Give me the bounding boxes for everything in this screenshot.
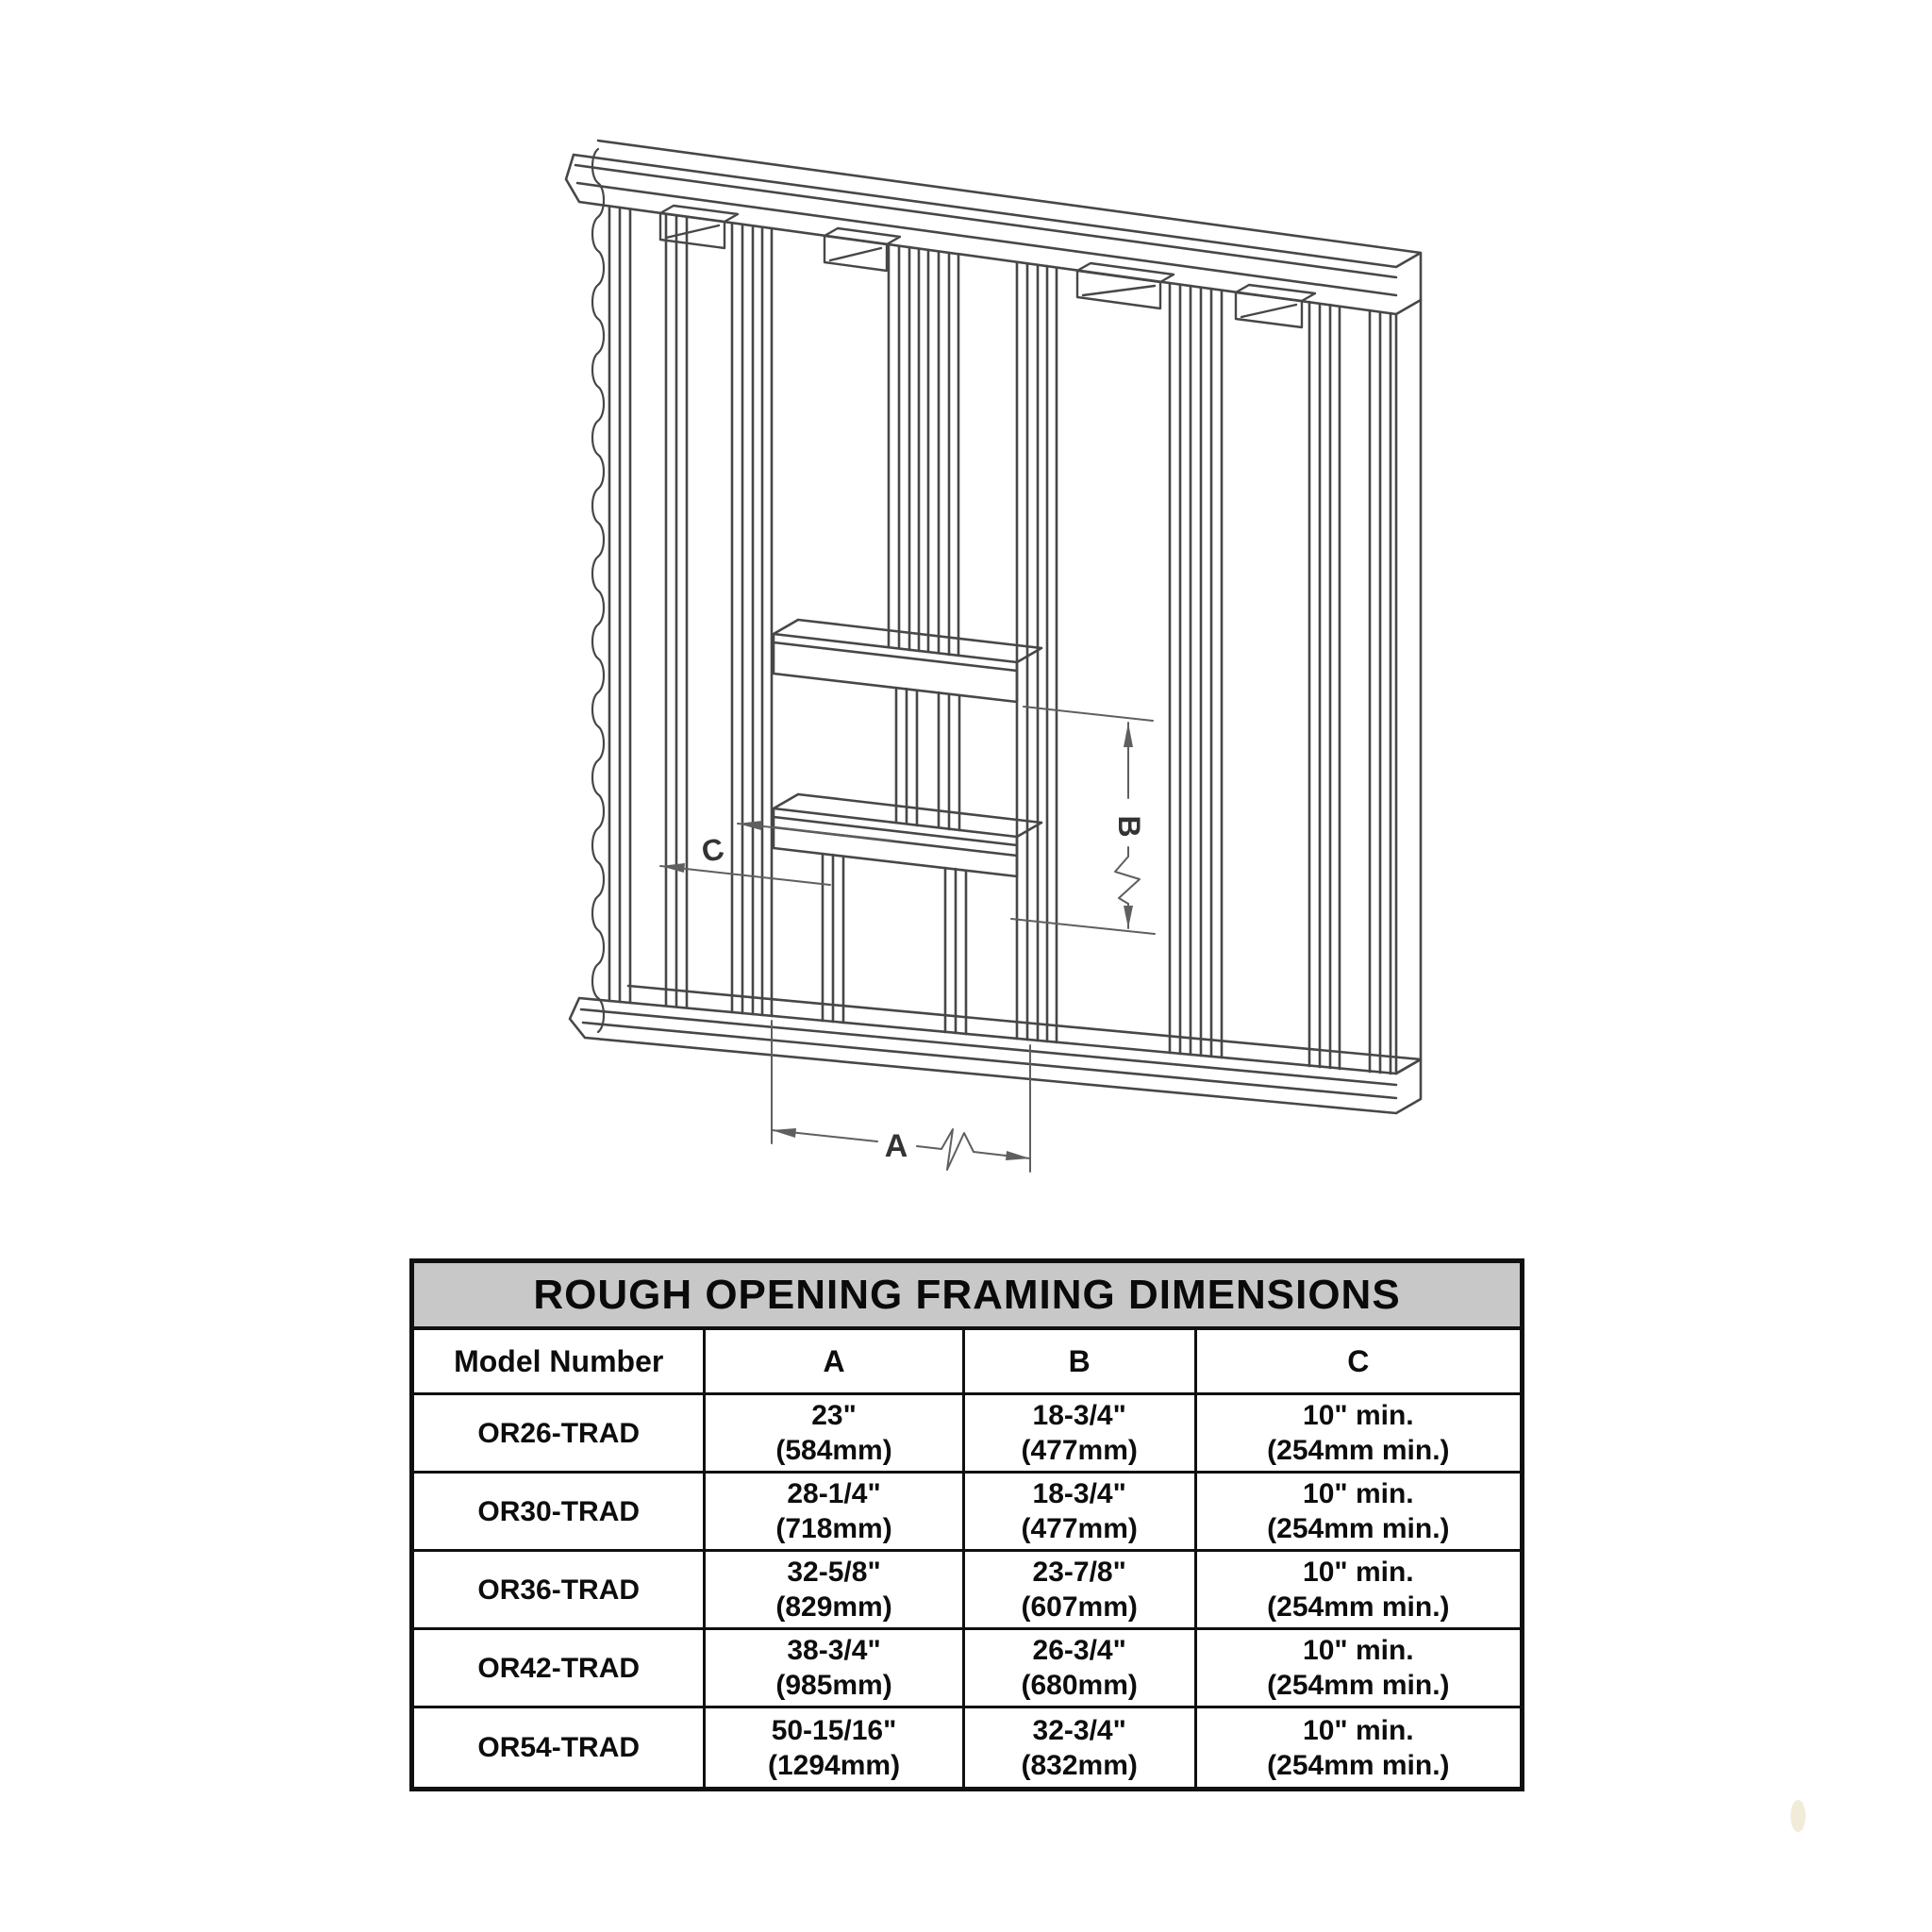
- dim-c-mm: (254mm min.): [1267, 1513, 1450, 1544]
- table-row: [414, 1630, 1520, 1708]
- sill-beam: [774, 794, 1041, 876]
- rough-opening-dimensions-table: [409, 1258, 1524, 1791]
- dim-a-cell: [706, 1474, 964, 1552]
- dim-c-mm: (254mm min.): [1267, 1670, 1450, 1701]
- dim-b-cell: [965, 1630, 1197, 1708]
- dim-a-mm: (584mm): [775, 1435, 892, 1466]
- wall-studs: [609, 207, 1421, 1074]
- header-beam: [774, 620, 1041, 702]
- table-row: [414, 1552, 1520, 1630]
- table-row: [414, 1395, 1520, 1474]
- dim-b-mm: (680mm): [1021, 1670, 1138, 1701]
- dimension-c-label: C: [698, 831, 727, 870]
- table-row: [414, 1708, 1520, 1787]
- dim-b-cell: [965, 1474, 1197, 1552]
- header-b: B: [965, 1330, 1197, 1395]
- dim-b-mm: (832mm): [1021, 1749, 1138, 1781]
- dim-b-cell: [965, 1552, 1197, 1630]
- dim-c-inches: 10" min.: [1303, 1478, 1414, 1509]
- model-number: OR30-TRAD: [414, 1474, 706, 1552]
- model-number: OR54-TRAD: [414, 1708, 706, 1787]
- top-plate: [566, 141, 1421, 314]
- dim-b-mm: (607mm): [1021, 1591, 1138, 1623]
- model-number: OR42-TRAD: [414, 1630, 706, 1708]
- dim-a-inches: 38-3/4": [787, 1635, 881, 1666]
- dim-b-cell: [965, 1708, 1197, 1787]
- model-number: OR26-TRAD: [414, 1395, 706, 1474]
- dim-a-cell: [706, 1395, 964, 1474]
- dim-a-mm: (985mm): [775, 1670, 892, 1701]
- dim-c-cell: [1197, 1630, 1520, 1708]
- dim-a-inches: 32-5/8": [787, 1557, 881, 1588]
- dim-c-cell: [1197, 1708, 1520, 1787]
- dim-a-cell: [706, 1630, 964, 1708]
- dim-a-mm: (1294mm): [767, 1749, 901, 1781]
- bottom-plate: [570, 986, 1421, 1113]
- dim-c-mm: (254mm min.): [1267, 1749, 1450, 1781]
- arrowhead-c-lower-icon: [660, 863, 685, 873]
- arrowhead-b-up-icon: [1124, 723, 1133, 747]
- dim-b-cell: [965, 1395, 1197, 1474]
- dim-b-mm: (477mm): [1021, 1513, 1138, 1544]
- dim-a-inches: 23": [811, 1400, 857, 1431]
- table-header-row: [414, 1330, 1520, 1395]
- header-model-number: Model Number: [414, 1330, 706, 1395]
- dim-c-cell: [1197, 1552, 1520, 1630]
- table-title: ROUGH OPENING FRAMING DIMENSIONS: [414, 1263, 1520, 1330]
- dimension-a-label: A: [884, 1128, 908, 1164]
- dim-c-cell: [1197, 1395, 1520, 1474]
- model-number: OR36-TRAD: [414, 1552, 706, 1630]
- dim-a-mm: (829mm): [775, 1591, 892, 1623]
- header-a: A: [706, 1330, 964, 1395]
- dim-a-cell: [706, 1552, 964, 1630]
- arrowhead-b-down-icon: [1124, 906, 1133, 928]
- dim-a-inches: 50-15/16": [771, 1714, 897, 1746]
- table-row: [414, 1474, 1520, 1552]
- dim-c-inches: 10" min.: [1303, 1714, 1414, 1746]
- dim-c-mm: (254mm min.): [1267, 1435, 1450, 1466]
- dim-c-cell: [1197, 1474, 1520, 1552]
- dim-b-inches: 18-3/4": [1032, 1400, 1126, 1431]
- dim-c-inches: 10" min.: [1303, 1635, 1414, 1666]
- dim-c-inches: 10" min.: [1303, 1400, 1414, 1431]
- dim-b-inches: 18-3/4": [1032, 1478, 1126, 1509]
- dim-b-inches: 23-7/8": [1032, 1557, 1126, 1588]
- dimension-c: [660, 821, 891, 885]
- table-grid: [414, 1330, 1520, 1787]
- cripple-studs-above-header: [889, 244, 958, 656]
- dim-b-inches: 26-3/4": [1032, 1635, 1126, 1666]
- dim-a-mm: (718mm): [775, 1513, 892, 1544]
- dim-a-inches: 28-1/4": [787, 1478, 881, 1509]
- scan-artifact: [1790, 1800, 1806, 1832]
- dimension-b-label: B: [1112, 815, 1146, 838]
- dimension-b: [1011, 707, 1155, 934]
- dim-b-inches: 32-3/4": [1032, 1714, 1126, 1746]
- header-c: C: [1197, 1330, 1520, 1395]
- dim-b-mm: (477mm): [1021, 1435, 1138, 1466]
- dim-a-cell: [706, 1708, 964, 1787]
- break-line: [592, 149, 604, 1032]
- dim-c-inches: 10" min.: [1303, 1557, 1414, 1588]
- dim-c-mm: (254mm min.): [1267, 1591, 1450, 1623]
